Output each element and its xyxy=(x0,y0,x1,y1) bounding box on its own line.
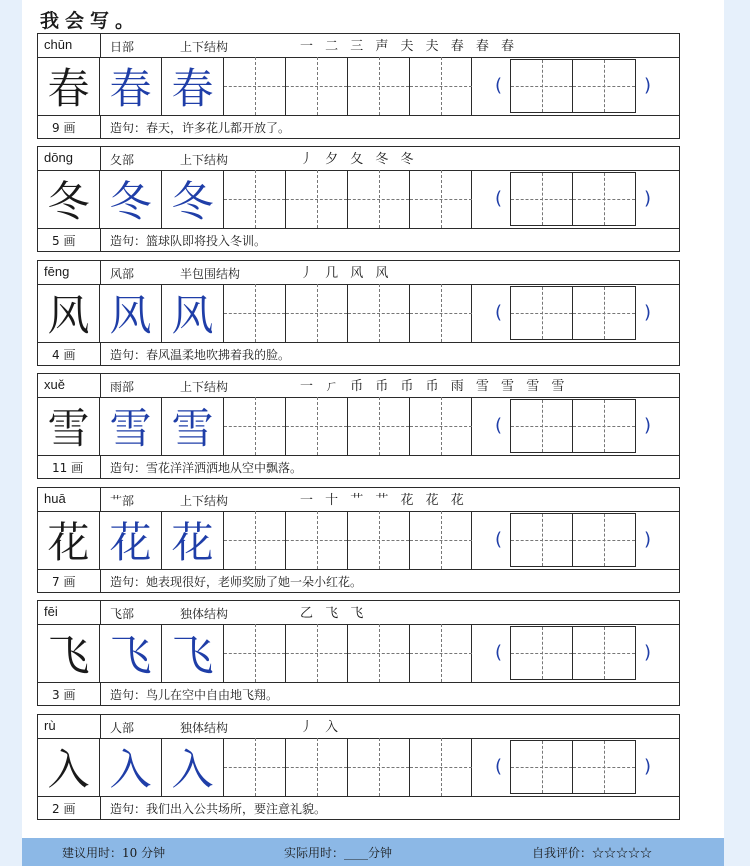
traced-char-cell xyxy=(162,624,224,682)
card-header-row xyxy=(38,374,679,398)
character-card xyxy=(37,600,680,706)
traced-char: 春 xyxy=(109,64,152,113)
writing-row xyxy=(38,624,679,683)
model-char: 雪 xyxy=(47,404,90,453)
traced-char-cell xyxy=(100,397,162,455)
character-card xyxy=(37,714,680,820)
guide-line xyxy=(379,57,380,115)
model-char: 冬 xyxy=(47,177,90,226)
example-sentence: 造句：春风温柔地吹拂着我的脸。 xyxy=(110,348,291,362)
writing-row xyxy=(38,397,679,456)
stroke-order: 丿 夕 夂 冬 冬 xyxy=(300,152,418,167)
character-card xyxy=(37,146,680,252)
pinyin: chūn xyxy=(44,37,73,52)
guide-line xyxy=(317,397,318,455)
word-grid[interactable] xyxy=(510,399,636,453)
practice-square[interactable] xyxy=(286,624,348,682)
traced-char-cell xyxy=(100,624,162,682)
actual-time: 实际用时：____分钟 xyxy=(284,846,393,860)
practice-square[interactable] xyxy=(348,170,410,228)
writing-row xyxy=(38,57,679,116)
word-square[interactable] xyxy=(573,627,635,679)
card-footer-row xyxy=(38,797,679,819)
guide-line xyxy=(255,738,256,796)
practice-grid[interactable] xyxy=(224,624,472,682)
model-char: 入 xyxy=(47,745,90,794)
practice-square[interactable] xyxy=(348,284,410,342)
word-square[interactable] xyxy=(511,173,573,225)
traced-char: 风 xyxy=(109,291,152,340)
word-grid[interactable] xyxy=(510,59,636,113)
structure: 独体结构 xyxy=(180,607,229,621)
practice-square[interactable] xyxy=(410,738,472,796)
pinyin: xuě xyxy=(44,377,65,392)
word-square[interactable] xyxy=(511,741,573,793)
guide-line xyxy=(604,627,605,679)
close-paren: ) xyxy=(644,756,652,777)
traced-char: 入 xyxy=(109,745,152,794)
practice-square[interactable] xyxy=(224,284,286,342)
open-paren: ( xyxy=(495,188,503,209)
guide-line xyxy=(441,397,442,455)
radical: 雨部 xyxy=(110,380,135,394)
radical: 夂部 xyxy=(110,153,135,167)
traced-char-cell xyxy=(162,284,224,342)
model-char: 飞 xyxy=(47,631,90,680)
traced-char: 花 xyxy=(109,518,152,567)
practice-square[interactable] xyxy=(224,397,286,455)
model-char-cell xyxy=(38,397,100,455)
practice-square[interactable] xyxy=(348,397,410,455)
traced-char-cell xyxy=(100,284,162,342)
word-grid[interactable] xyxy=(510,286,636,340)
traced-char-cell xyxy=(100,511,162,569)
stroke-order: 丿 入 xyxy=(300,720,343,735)
practice-square[interactable] xyxy=(224,170,286,228)
practice-square[interactable] xyxy=(224,57,286,115)
example-sentence: 造句：雪花洋洋洒洒地从空中飘落。 xyxy=(110,461,303,475)
writing-row xyxy=(38,511,679,570)
stroke-count: 4 画 xyxy=(52,348,76,362)
example-sentence: 造句：我们出入公共场所，要注意礼貌。 xyxy=(110,802,327,816)
card-footer-row xyxy=(38,229,679,251)
model-char-cell xyxy=(38,57,100,115)
stroke-count: 9 画 xyxy=(52,121,76,135)
practice-square[interactable] xyxy=(348,57,410,115)
practice-square[interactable] xyxy=(348,511,410,569)
guide-line xyxy=(604,173,605,225)
guide-line xyxy=(317,738,318,796)
structure: 独体结构 xyxy=(180,721,229,735)
guide-line xyxy=(255,511,256,569)
example-sentence: 造句：春天，许多花儿都开放了。 xyxy=(110,121,291,135)
card-header-row xyxy=(38,147,679,171)
pinyin: dōng xyxy=(44,150,73,165)
practice-square[interactable] xyxy=(286,738,348,796)
stroke-order: 乙 飞 飞 xyxy=(300,606,368,621)
traced-char: 飞 xyxy=(109,631,152,680)
pinyin: fēng xyxy=(44,264,70,279)
stroke-count: 2 画 xyxy=(52,802,76,816)
stroke-count: 7 画 xyxy=(52,575,76,589)
practice-square[interactable] xyxy=(348,738,410,796)
word-square[interactable] xyxy=(511,627,573,679)
model-char-cell xyxy=(38,624,100,682)
guide-line xyxy=(317,511,318,569)
character-card xyxy=(37,373,680,479)
card-footer-row xyxy=(38,116,679,138)
card-header-row xyxy=(38,715,679,739)
practice-square[interactable] xyxy=(224,511,286,569)
practice-square[interactable] xyxy=(286,57,348,115)
pinyin: huā xyxy=(44,491,66,506)
guide-line xyxy=(379,170,380,228)
example-sentence: 造句：她表现很好，老师奖励了她一朵小红花。 xyxy=(110,575,363,589)
guide-line xyxy=(441,57,442,115)
example-sentence: 造句：鸟儿在空中自由地飞翔。 xyxy=(110,688,279,702)
example-sentence: 造句：篮球队即将投入冬训。 xyxy=(110,234,267,248)
traced-char: 雪 xyxy=(171,404,214,453)
radical: 飞部 xyxy=(110,607,135,621)
practice-square[interactable] xyxy=(224,624,286,682)
right-margin-band xyxy=(724,0,750,866)
practice-square[interactable] xyxy=(286,284,348,342)
guide-line xyxy=(542,400,543,452)
guide-line xyxy=(379,624,380,682)
traced-char: 入 xyxy=(171,745,214,794)
guide-line xyxy=(441,738,442,796)
guide-line xyxy=(542,173,543,225)
model-char-cell xyxy=(38,738,100,796)
practice-grid[interactable] xyxy=(224,511,472,569)
divider xyxy=(100,147,101,170)
guide-line xyxy=(604,514,605,566)
guide-line xyxy=(317,284,318,342)
guide-line xyxy=(441,284,442,342)
card-footer-row xyxy=(38,683,679,705)
guide-line xyxy=(317,57,318,115)
open-paren: ( xyxy=(495,75,503,96)
practice-square[interactable] xyxy=(286,511,348,569)
traced-char-cell xyxy=(100,57,162,115)
close-paren: ) xyxy=(644,529,652,550)
model-char-cell xyxy=(38,511,100,569)
practice-grid[interactable] xyxy=(224,397,472,455)
radical: 日部 xyxy=(110,40,135,54)
traced-char: 冬 xyxy=(171,177,214,226)
word-square[interactable] xyxy=(511,60,573,112)
open-paren: ( xyxy=(495,529,503,550)
stroke-order: 一 二 三 声 夫 夫 春 春 春 xyxy=(300,39,519,54)
traced-char: 春 xyxy=(171,64,214,113)
character-card xyxy=(37,33,680,139)
guide-line xyxy=(379,397,380,455)
pinyin: fēi xyxy=(44,604,58,619)
card-footer-row xyxy=(38,456,679,478)
model-char: 风 xyxy=(47,291,90,340)
close-paren: ) xyxy=(644,302,652,323)
radical: 风部 xyxy=(110,267,135,281)
divider xyxy=(100,343,101,365)
model-char-cell xyxy=(38,170,100,228)
character-card xyxy=(37,487,680,593)
traced-char-cell xyxy=(162,738,224,796)
guide-line xyxy=(542,627,543,679)
traced-char: 飞 xyxy=(171,631,214,680)
traced-char-cell xyxy=(162,170,224,228)
guide-line xyxy=(542,60,543,112)
structure: 上下结构 xyxy=(180,494,229,508)
traced-char-cell xyxy=(100,738,162,796)
left-margin-band xyxy=(0,0,22,866)
card-footer-row xyxy=(38,343,679,365)
word-grid[interactable] xyxy=(510,513,636,567)
card-header-row xyxy=(38,261,679,285)
divider xyxy=(100,456,101,478)
writing-row xyxy=(38,170,679,229)
writing-row xyxy=(38,738,679,797)
suggested-time: 建议用时：10 分钟 xyxy=(62,846,166,860)
practice-square[interactable] xyxy=(410,170,472,228)
open-paren: ( xyxy=(495,302,503,323)
divider xyxy=(100,601,101,624)
word-square[interactable] xyxy=(573,514,635,566)
traced-char-cell xyxy=(162,511,224,569)
word-square[interactable] xyxy=(573,173,635,225)
guide-line xyxy=(542,287,543,339)
guide-line xyxy=(542,741,543,793)
traced-char-cell xyxy=(162,397,224,455)
practice-grid[interactable] xyxy=(224,57,472,115)
guide-line xyxy=(441,170,442,228)
practice-square[interactable] xyxy=(286,170,348,228)
traced-char: 花 xyxy=(171,518,214,567)
practice-grid[interactable] xyxy=(224,170,472,228)
divider xyxy=(100,488,101,511)
stroke-order: 一 ㄏ 币 币 币 币 雨 雪 雪 雪 雪 xyxy=(300,379,569,394)
structure: 上下结构 xyxy=(180,40,229,54)
card-header-row xyxy=(38,488,679,512)
stroke-count: 5 画 xyxy=(52,234,76,248)
guide-line xyxy=(604,287,605,339)
card-footer-row xyxy=(38,570,679,592)
guide-line xyxy=(441,511,442,569)
practice-square[interactable] xyxy=(286,397,348,455)
word-square[interactable] xyxy=(573,741,635,793)
traced-char-cell xyxy=(162,57,224,115)
practice-square[interactable] xyxy=(410,397,472,455)
divider xyxy=(100,374,101,397)
word-square[interactable] xyxy=(511,400,573,452)
stroke-order: 一 十 艹 艹 花 花 花 xyxy=(300,493,468,508)
close-paren: ) xyxy=(644,188,652,209)
word-square[interactable] xyxy=(511,514,573,566)
guide-line xyxy=(604,60,605,112)
practice-square[interactable] xyxy=(348,624,410,682)
divider xyxy=(100,116,101,138)
practice-square[interactable] xyxy=(410,511,472,569)
model-char: 花 xyxy=(47,518,90,567)
stroke-count: 3 画 xyxy=(52,688,76,702)
card-header-row xyxy=(38,34,679,58)
writing-row xyxy=(38,284,679,343)
guide-line xyxy=(604,741,605,793)
section-title: 我会写。 xyxy=(40,10,141,32)
structure: 上下结构 xyxy=(180,153,229,167)
guide-line xyxy=(441,624,442,682)
practice-square[interactable] xyxy=(410,57,472,115)
word-square[interactable] xyxy=(573,60,635,112)
guide-line xyxy=(379,738,380,796)
pinyin: rù xyxy=(44,718,56,733)
guide-line xyxy=(604,400,605,452)
structure: 上下结构 xyxy=(180,380,229,394)
guide-line xyxy=(379,511,380,569)
open-paren: ( xyxy=(495,415,503,436)
practice-square[interactable] xyxy=(410,624,472,682)
divider xyxy=(100,261,101,284)
character-card xyxy=(37,260,680,366)
footer-bar xyxy=(22,838,724,866)
self-evaluation: 自我评价：☆☆☆☆☆ xyxy=(532,846,653,860)
guide-line xyxy=(317,624,318,682)
close-paren: ) xyxy=(644,642,652,663)
open-paren: ( xyxy=(495,642,503,663)
traced-char-cell xyxy=(100,170,162,228)
guide-line xyxy=(317,170,318,228)
practice-grid[interactable] xyxy=(224,738,472,796)
word-square[interactable] xyxy=(511,287,573,339)
stroke-order: 丿 几 风 风 xyxy=(300,266,393,281)
guide-line xyxy=(255,624,256,682)
guide-line xyxy=(255,170,256,228)
guide-line xyxy=(255,397,256,455)
practice-square[interactable] xyxy=(410,284,472,342)
divider xyxy=(100,229,101,251)
practice-square[interactable] xyxy=(224,738,286,796)
guide-line xyxy=(379,284,380,342)
close-paren: ) xyxy=(644,415,652,436)
radical: 人部 xyxy=(110,721,135,735)
guide-line xyxy=(255,57,256,115)
stroke-count: 11 画 xyxy=(52,461,84,475)
structure: 半包围结构 xyxy=(180,267,241,281)
guide-line xyxy=(255,284,256,342)
practice-grid[interactable] xyxy=(224,284,472,342)
model-char: 春 xyxy=(47,64,90,113)
word-square[interactable] xyxy=(573,287,635,339)
guide-line xyxy=(542,514,543,566)
traced-char: 雪 xyxy=(109,404,152,453)
traced-char: 冬 xyxy=(109,177,152,226)
card-header-row xyxy=(38,601,679,625)
divider xyxy=(100,797,101,819)
word-grid[interactable] xyxy=(510,172,636,226)
divider xyxy=(100,570,101,592)
divider xyxy=(100,715,101,738)
radical: 艹部 xyxy=(110,494,135,508)
divider xyxy=(100,34,101,57)
model-char-cell xyxy=(38,284,100,342)
divider xyxy=(100,683,101,705)
traced-char: 风 xyxy=(171,291,214,340)
close-paren: ) xyxy=(644,75,652,96)
word-grid[interactable] xyxy=(510,626,636,680)
word-square[interactable] xyxy=(573,400,635,452)
word-grid[interactable] xyxy=(510,740,636,794)
open-paren: ( xyxy=(495,756,503,777)
